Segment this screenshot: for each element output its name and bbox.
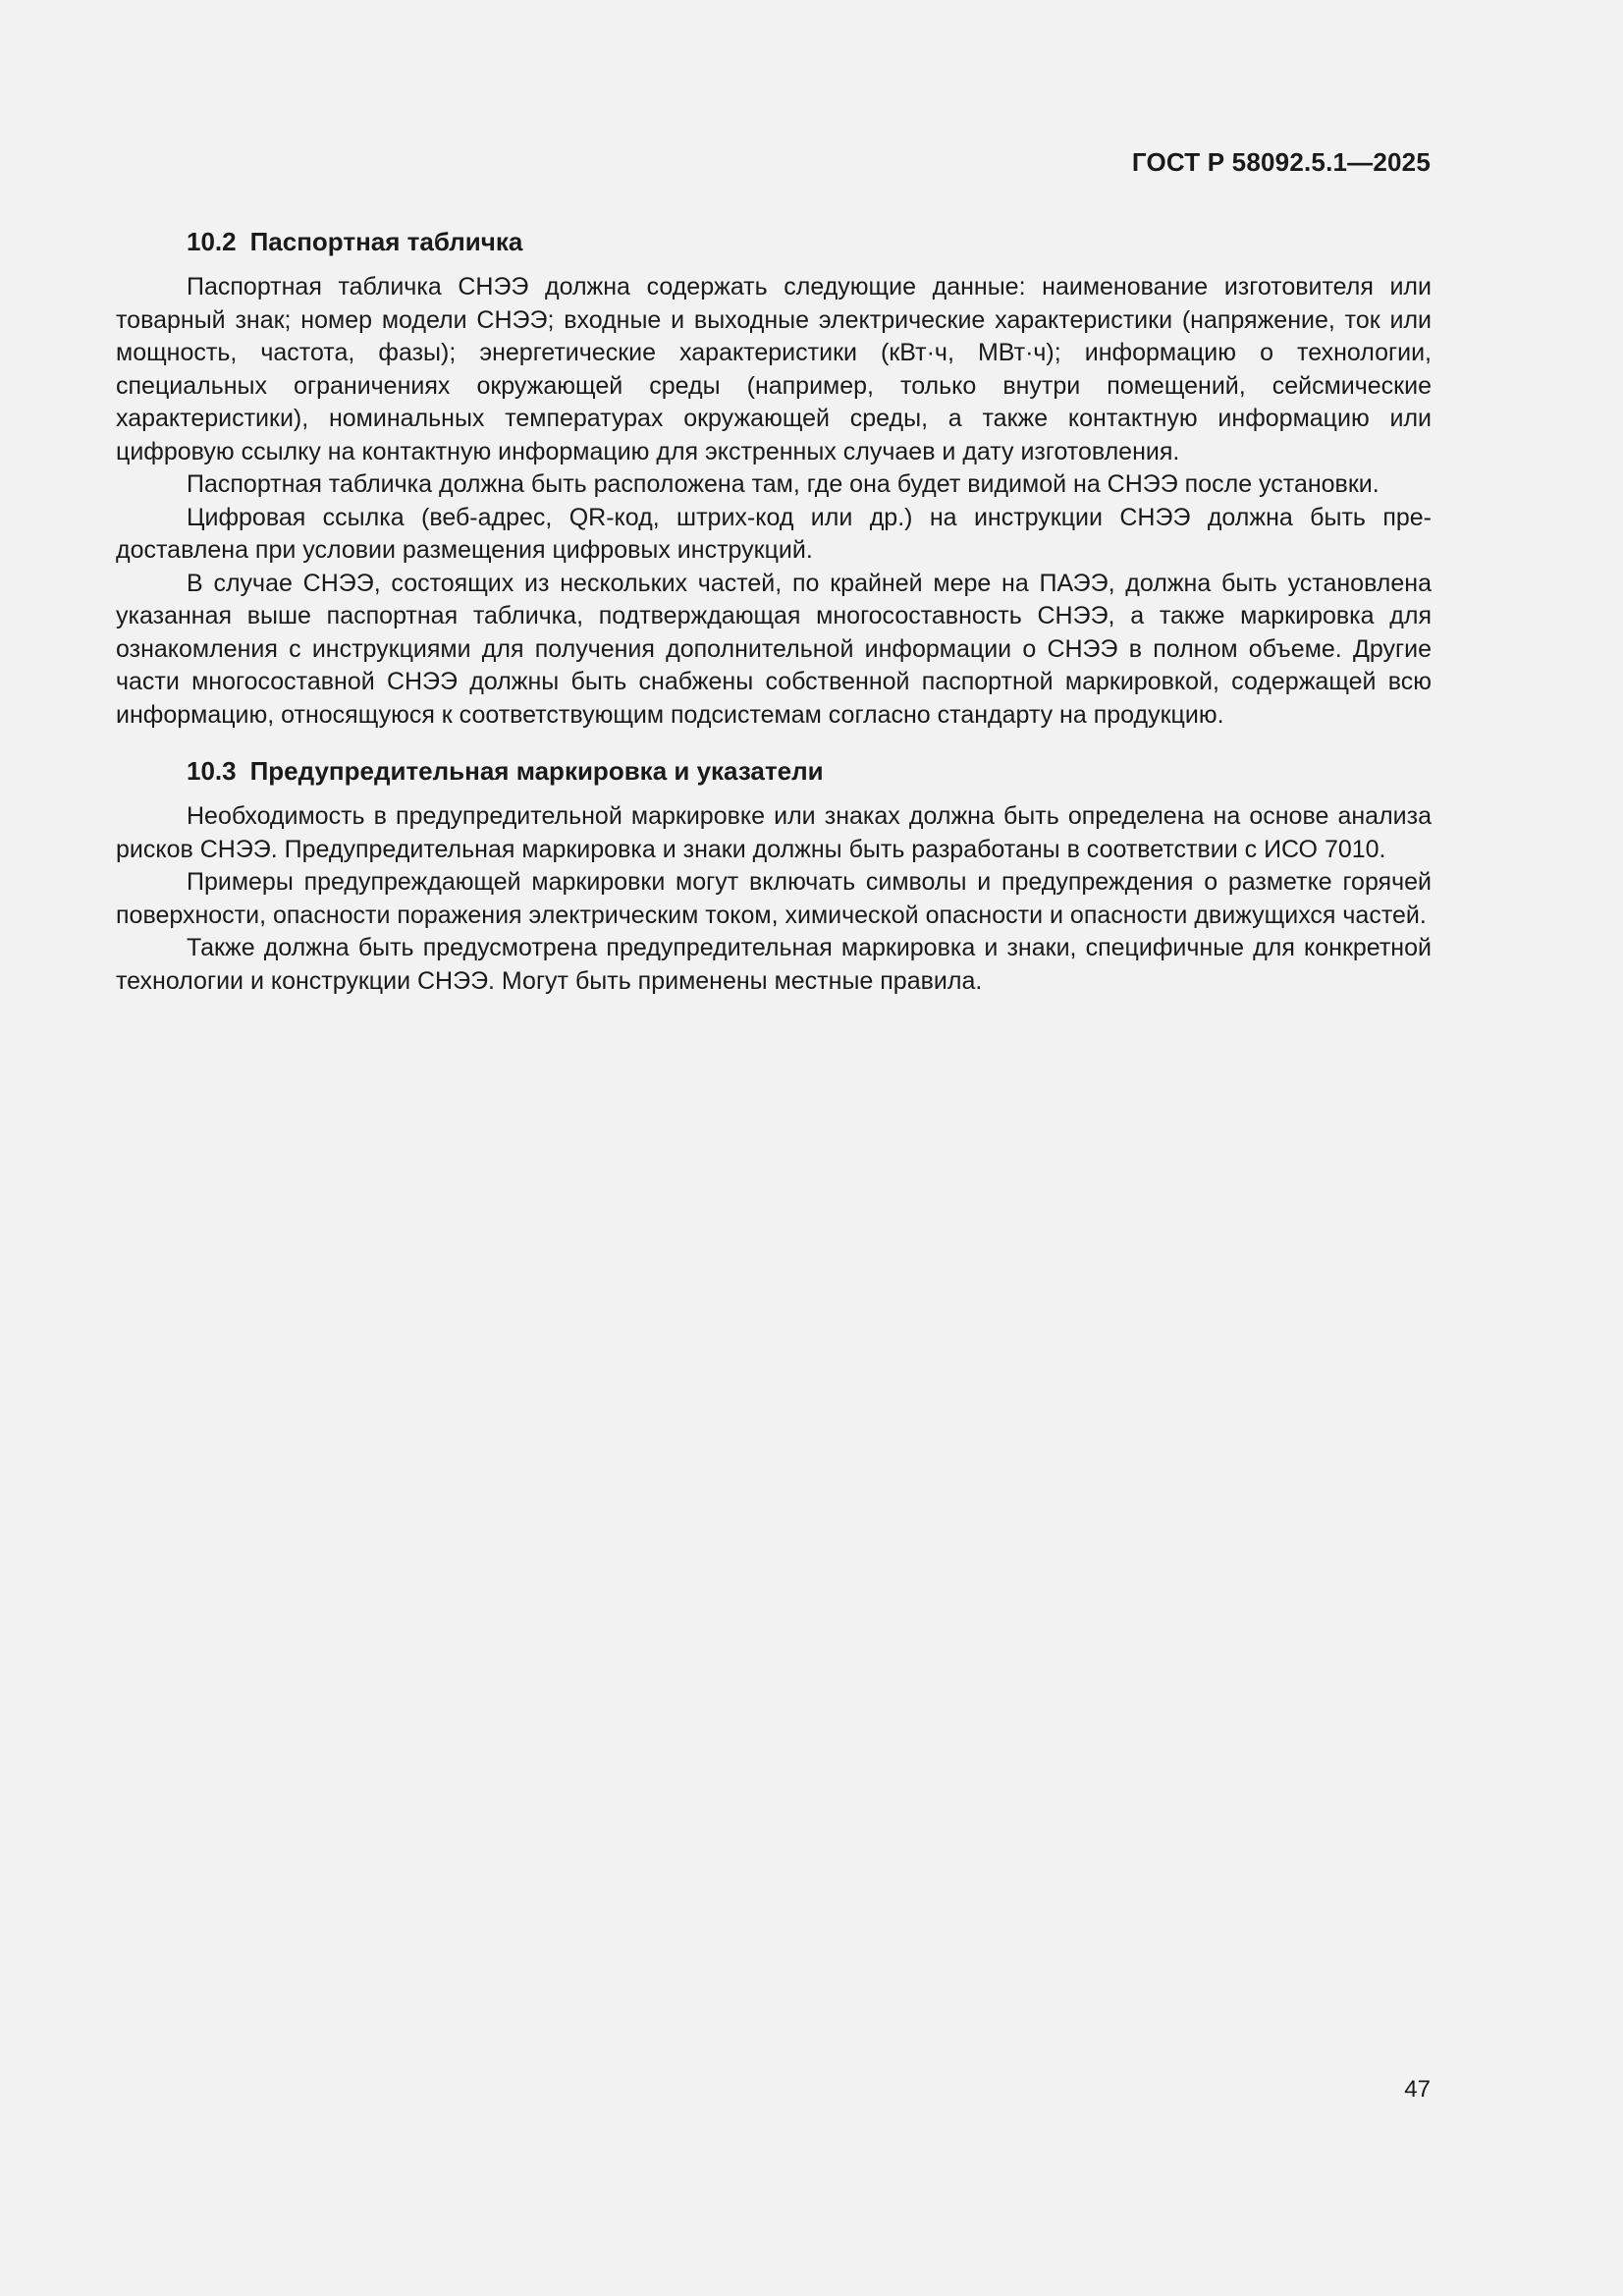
section-heading: [116, 753, 1432, 789]
paragraph: В случае СНЭЭ, состоящих из нескольких частей, по крайней мере на ПАЭЭ, должна быть установлена указанная выше паспортная табличка, подтверждающая многосоставность СНЭЭ, а также маркировка для ознакомления с инструкциями для получения дополнительной информации о СНЭЭ в полном объеме. Другие части многосоставной СНЭЭ должны быть снабжены собственной паспортной маркировкой, содержащей всю информацию, относящуюся к соответствующим подсистемам согласно стандарту на продукцию.: [116, 569, 1432, 729]
page-number: 47: [1404, 2076, 1431, 2103]
section-number: 10.2: [187, 227, 237, 256]
section-10-2: [116, 224, 1432, 732]
paragraph: Цифровая ссылка (веб-адрес, QR-код, штрих-код или др.) на инструкции СНЭЭ должна быть предоставлена при условии размещения цифровых инструкций.: [116, 503, 1432, 564]
section-10-3: [116, 753, 1432, 998]
paragraph: Паспортная табличка должна быть расположена там, где она будет видимой на СНЭЭ после установки.: [187, 470, 1380, 498]
paragraph: Примеры предупреждающей маркировки могут включать символы и предупреждения о разметке горячей поверхности, опасности поражения электрическим током, химической опасности и опасности движущихся частей.: [116, 868, 1432, 929]
document-header: ГОСТ Р 58092.5.1—2025: [1131, 147, 1431, 177]
paragraph: Паспортная табличка СНЭЭ должна содержать следующие данные: наименование изготовителя или товарный знак; номер модели СНЭЭ; входные и выходные электрические характеристики (напряжение, ток или мощность, частота, фазы); энергетические характеристики (кВт·ч, МВт·ч); информацию о технологии, специальных ограничениях окружающей среды (например, только внутри помещений, сейсмические характеристики), номинальных температурах окружающей среды, а также контактную информацию или цифровую ссылку на контактную информацию для экстренных случаев и дату изготовления.: [116, 273, 1432, 465]
paragraph: Необходимость в предупредительной маркировке или знаках должна быть определена на основе анализа рисков СНЭЭ. Предупредительная маркировка и знаки должны быть разработаны в соответствии с ИСО 7010.: [116, 802, 1432, 863]
section-title: Паспортная табличка: [249, 227, 523, 256]
section-number: 10.3: [187, 756, 237, 786]
document-body: [116, 224, 1432, 1019]
section-title: Предупредительная маркировка и указатели: [249, 756, 824, 786]
section-heading: [116, 224, 1432, 259]
paragraph: Также должна быть предусмотрена предупредительная маркировка и знаки, специфичные для конкретной технологии и конструкции СНЭЭ. Могут быть применены местные правила.: [116, 934, 1432, 995]
